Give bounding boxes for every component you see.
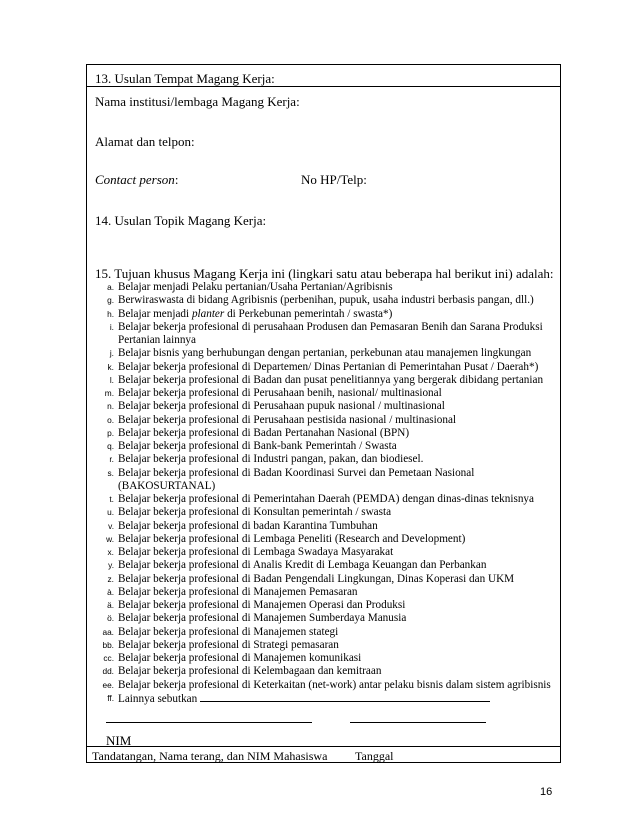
objectives-list bbox=[90, 281, 560, 706]
list-item[interactable]: ee. Belajar bekerja profesional di Keterkaitan (net-work) antar pelaku bisnis dalam sistem agribisnis bbox=[102, 678, 551, 691]
list-item[interactable]: bb. Belajar bekerja profesional di Strategi pemasaran bbox=[102, 638, 339, 651]
section-15-title: 15. Tujuan khusus Magang Kerja ini (lingkari satu atau beberapa hal berikut ini) adalah: bbox=[95, 266, 554, 281]
date-label: Tanggal bbox=[355, 749, 394, 763]
list-item[interactable]: g. Berwiraswasta di bidang Agribisnis (perbenihan, pupuk, usaha industri berbasis pangan, dll.) bbox=[107, 294, 534, 307]
list-item[interactable]: z. Belajar bekerja profesional di Badan Pengendali Lingkungan, Dinas Koperasi dan UKM bbox=[107, 572, 515, 585]
list-item[interactable]: q. Belajar bekerja profesional di Bank-bank Pemerintah / Swasta bbox=[107, 440, 397, 452]
list-item[interactable]: à. Belajar bekerja profesional di Manajemen Pemasaran bbox=[107, 585, 358, 598]
contact-person-label: Contact person: bbox=[95, 172, 179, 187]
list-item[interactable]: r. Belajar bekerja profesional di Industri pangan, pakan, dan biodiesel. bbox=[109, 453, 424, 466]
list-item[interactable]: cc. Belajar bekerja profesional di Manajemen komunikasi bbox=[103, 652, 362, 664]
signature-line[interactable] bbox=[106, 722, 312, 723]
phone-label: No HP/Telp: bbox=[301, 172, 367, 187]
list-item[interactable]: k. Belajar bekerja profesional di Departemen/ Dinas Pertanian di Pemerintahan Pusat / Daerah*) bbox=[107, 360, 539, 373]
list-item[interactable]: p. Belajar bekerja profesional di Badan Pertanahan Nasional (BPN) bbox=[107, 426, 410, 439]
nim-label: NIM bbox=[106, 733, 132, 748]
list-item[interactable]: y. Belajar bekerja profesional di Analis Kredit di Lembaga Keuangan dan Perbankan bbox=[108, 559, 487, 572]
date-line[interactable] bbox=[350, 722, 486, 723]
list-item[interactable]: w. Belajar bekerja profesional di Lembaga Peneliti (Research and Development) bbox=[106, 532, 466, 545]
list-item[interactable]: ff. Lainnya sebutkan bbox=[90, 692, 560, 706]
list-item[interactable]: s. Belajar bekerja profesional di Badan Koordinasi Survei dan Pemetaan Nasional (BAKOSURTANAL) bbox=[107, 466, 475, 492]
other-fill-in-line[interactable] bbox=[200, 692, 490, 702]
list-item[interactable]: aa. Belajar bekerja profesional di Manajemen stategi bbox=[102, 625, 339, 638]
list-item[interactable]: v. Belajar bekerja profesional di badan Karantina Tumbuhan bbox=[108, 519, 378, 532]
list-item[interactable]: h. Belajar menjadi planter di Perkebunan pemerintah / swasta*) bbox=[107, 307, 393, 320]
section-13-title: 13. Usulan Tempat Magang Kerja: bbox=[95, 71, 275, 86]
list-item[interactable]: a. Belajar menjadi Pelaku pertanian/Usaha Pertanian/Agribisnis bbox=[107, 281, 393, 293]
list-item[interactable]: x. Belajar bekerja profesional di Lembaga Swadaya Masyarakat bbox=[107, 546, 394, 558]
divider bbox=[86, 86, 561, 87]
institution-label: Nama institusi/lembaga Magang Kerja: bbox=[95, 94, 300, 109]
list-item[interactable]: j. Belajar bisnis yang berhubungan dengan pertanian, perkebunan atau manajemen lingkungan bbox=[109, 347, 532, 360]
list-item[interactable]: m. Belajar bekerja profesional di Perusahaan benih, nasional/ multinasional bbox=[104, 387, 442, 399]
list-item[interactable]: i. Belajar bekerja profesional di perusahaan Produsen dan Pemasaran Benih dan Sarana Produksi Pertanian lainnya bbox=[109, 320, 543, 346]
address-label: Alamat dan telpon: bbox=[95, 134, 195, 149]
list-item[interactable]: ä. Belajar bekerja profesional di Manajemen Operasi dan Produksi bbox=[107, 599, 406, 611]
list-item[interactable]: t. Belajar bekerja profesional di Pemerintahan Daerah (PEMDA) dengan dinas-dinas teknisnya bbox=[109, 493, 534, 505]
list-item[interactable]: dd. Belajar bekerja profesional di Kelembagaan dan kemitraan bbox=[102, 665, 382, 678]
list-item[interactable]: n. Belajar bekerja profesional di Perusahaan pupuk nasional / multinasional bbox=[107, 400, 445, 413]
list-item[interactable]: l. Belajar bekerja profesional di Badan dan pusat penelitiannya yang bergerak dibidang pertanian bbox=[109, 373, 544, 386]
divider bbox=[86, 746, 561, 747]
list-item[interactable]: u. Belajar bekerja profesional di Konsultan pemerintah / swasta bbox=[107, 506, 392, 519]
list-item[interactable]: o. Belajar bekerja profesional di Perusahaan pestisida nasional / multinasional bbox=[107, 413, 457, 426]
signature-caption: Tandatangan, Nama terang, dan NIM Mahasiswa bbox=[92, 749, 328, 763]
section-14-title: 14. Usulan Topik Magang Kerja: bbox=[95, 213, 267, 228]
list-item[interactable]: ö. Belajar bekerja profesional di Manajemen Sumberdaya Manusia bbox=[107, 612, 407, 625]
page-number: 16 bbox=[540, 786, 553, 798]
